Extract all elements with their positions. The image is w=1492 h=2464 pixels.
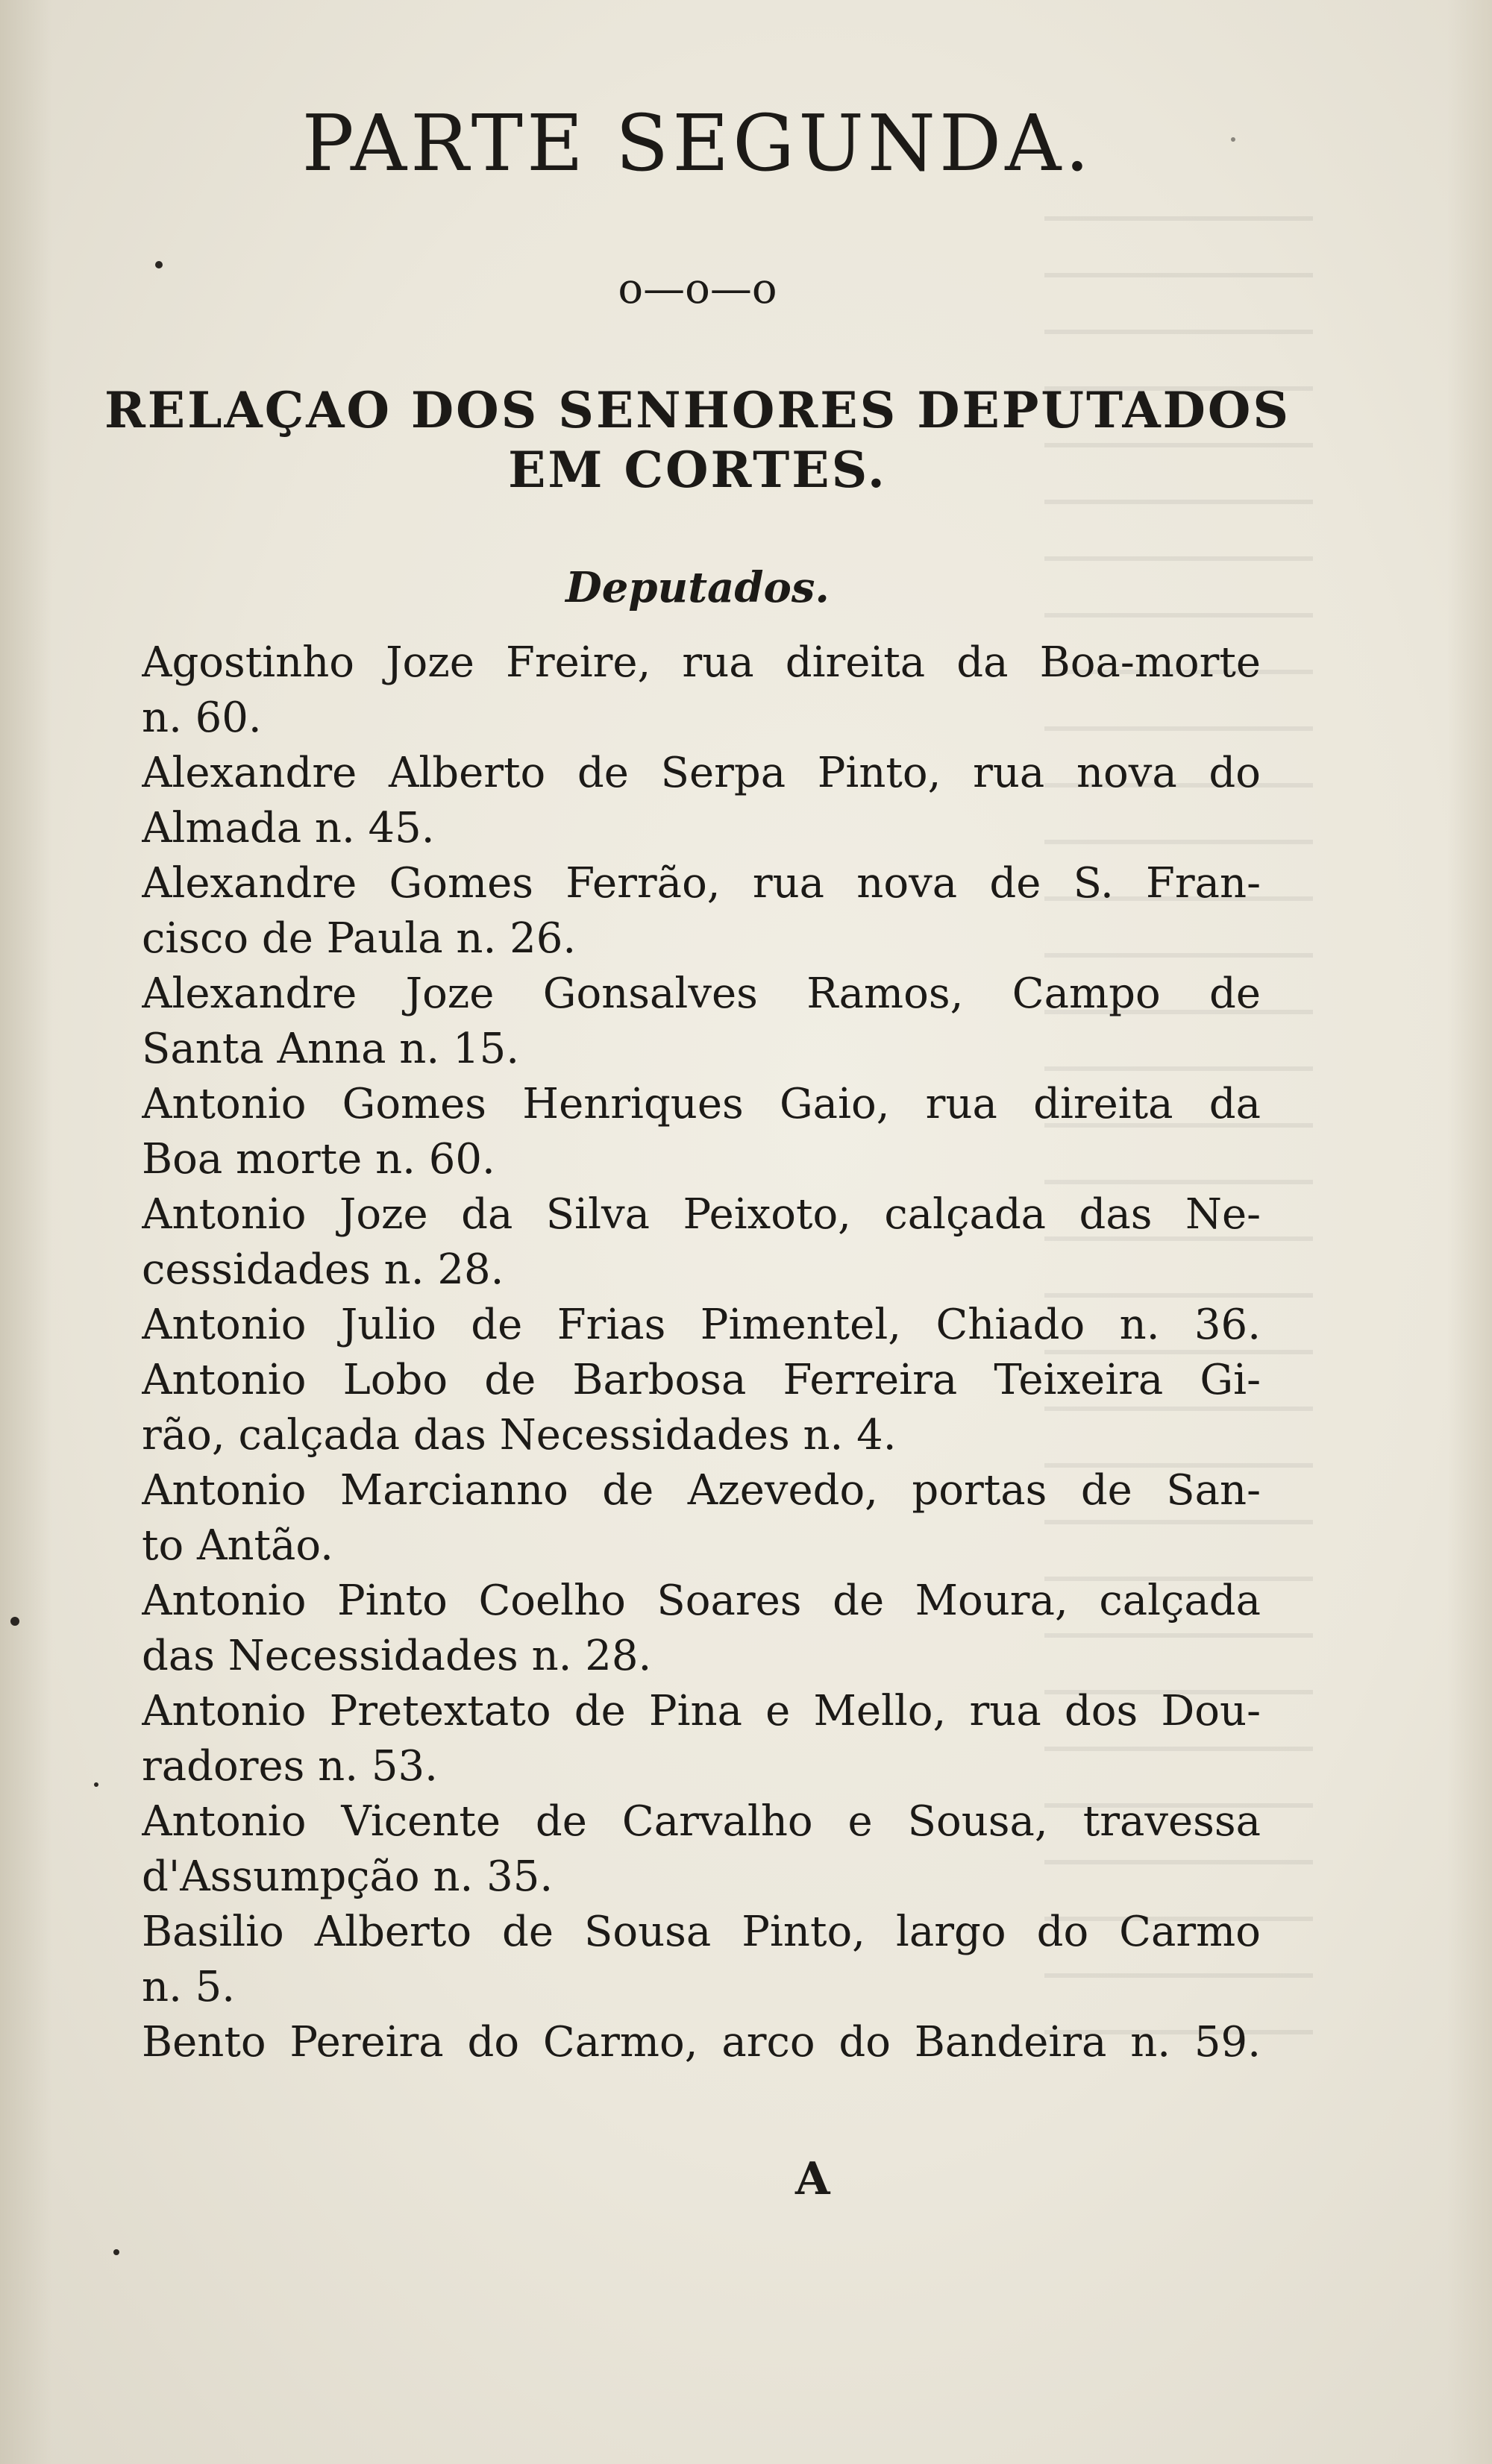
deputy-entry (142, 856, 1261, 967)
deputy-entry (142, 1077, 1261, 1187)
entry-line: n. 5. (142, 1963, 236, 2011)
deputy-entry (142, 1794, 1261, 1905)
signature-mark: A (795, 2153, 830, 2205)
entry-line: Agostinho Joze Freire, rua direita da Boa-morte (142, 638, 1261, 687)
ink-speck (155, 261, 163, 268)
section-heading (0, 380, 1395, 500)
page-shadow-right (1447, 0, 1492, 2464)
deputy-entry (142, 1574, 1261, 1684)
entry-line: Antonio Gomes Henriques Gaio, rua direita da (142, 1080, 1261, 1128)
ink-speck (113, 2249, 119, 2255)
entry-line: Bento Pereira do Carmo, arco do Bandeira n. 59. (142, 2018, 1261, 2067)
deputy-entry (142, 1187, 1261, 1298)
entry-line: Antonio Marcianno de Azevedo, portas de San- (142, 1466, 1261, 1515)
heading-line-1: RELAÇAO DOS SENHORES DEPUTADOS (104, 381, 1291, 439)
entry-line: radores n. 53. (142, 1742, 438, 1791)
ink-speck (94, 1782, 98, 1787)
subsection-label: Deputados. (565, 563, 830, 612)
entry-line: n. 60. (142, 694, 262, 742)
entry-line: das Necessidades n. 28. (142, 1632, 652, 1680)
entry-line: Almada n. 45. (142, 804, 435, 852)
entry-line: Antonio Lobo de Barbosa Ferreira Teixeira Gi- (142, 1356, 1261, 1404)
entry-line: to Antão. (142, 1521, 333, 1570)
entry-line: rão, calçada das Necessidades n. 4. (142, 1411, 897, 1459)
entry-line: Alexandre Alberto de Serpa Pinto, rua nova do (142, 749, 1261, 797)
deputy-entry (142, 746, 1261, 856)
entry-line: Basilio Alberto de Sousa Pinto, largo do Carmo (142, 1908, 1261, 1956)
page-title: PARTE SEGUNDA. (301, 98, 1094, 189)
entry-line: Antonio Vicente de Carvalho e Sousa, travessa (142, 1797, 1261, 1846)
deputy-entry (142, 967, 1261, 1077)
entry-line: Antonio Pinto Coelho Soares de Moura, calçada (142, 1577, 1261, 1625)
entry-line: Alexandre Gomes Ferrão, rua nova de S. Fran- (142, 859, 1261, 908)
deputy-entry (142, 1684, 1261, 1794)
entry-line: Antonio Joze da Silva Peixoto, calçada das Ne- (142, 1190, 1261, 1239)
deputy-entry (142, 1298, 1261, 1353)
entry-line: Antonio Julio de Frias Pimentel, Chiado n. 36. (142, 1301, 1261, 1349)
ornament-divider: o—o—o (618, 265, 777, 313)
deputy-entry (142, 635, 1261, 746)
heading-line-2: EM CORTES. (508, 441, 887, 499)
entry-line: Boa morte n. 60. (142, 1135, 495, 1184)
deputy-entry (142, 1463, 1261, 1574)
page-shadow-left (0, 0, 52, 2464)
deputy-entry (142, 1905, 1261, 2015)
ink-speck (1231, 137, 1235, 142)
ink-speck (10, 1617, 19, 1626)
entry-line: Antonio Pretextato de Pina e Mello, rua dos Dou- (142, 1687, 1261, 1735)
entry-line: cisco de Paula n. 26. (142, 914, 577, 963)
deputy-list (142, 635, 1261, 2070)
deputy-entry (142, 2015, 1261, 2070)
entry-line: Santa Anna n. 15. (142, 1025, 519, 1073)
entry-line: d'Assumpção n. 35. (142, 1852, 554, 1901)
entry-line: cessidades n. 28. (142, 1245, 504, 1294)
deputy-entry (142, 1353, 1261, 1463)
entry-line: Alexandre Joze Gonsalves Ramos, Campo de (142, 969, 1261, 1018)
